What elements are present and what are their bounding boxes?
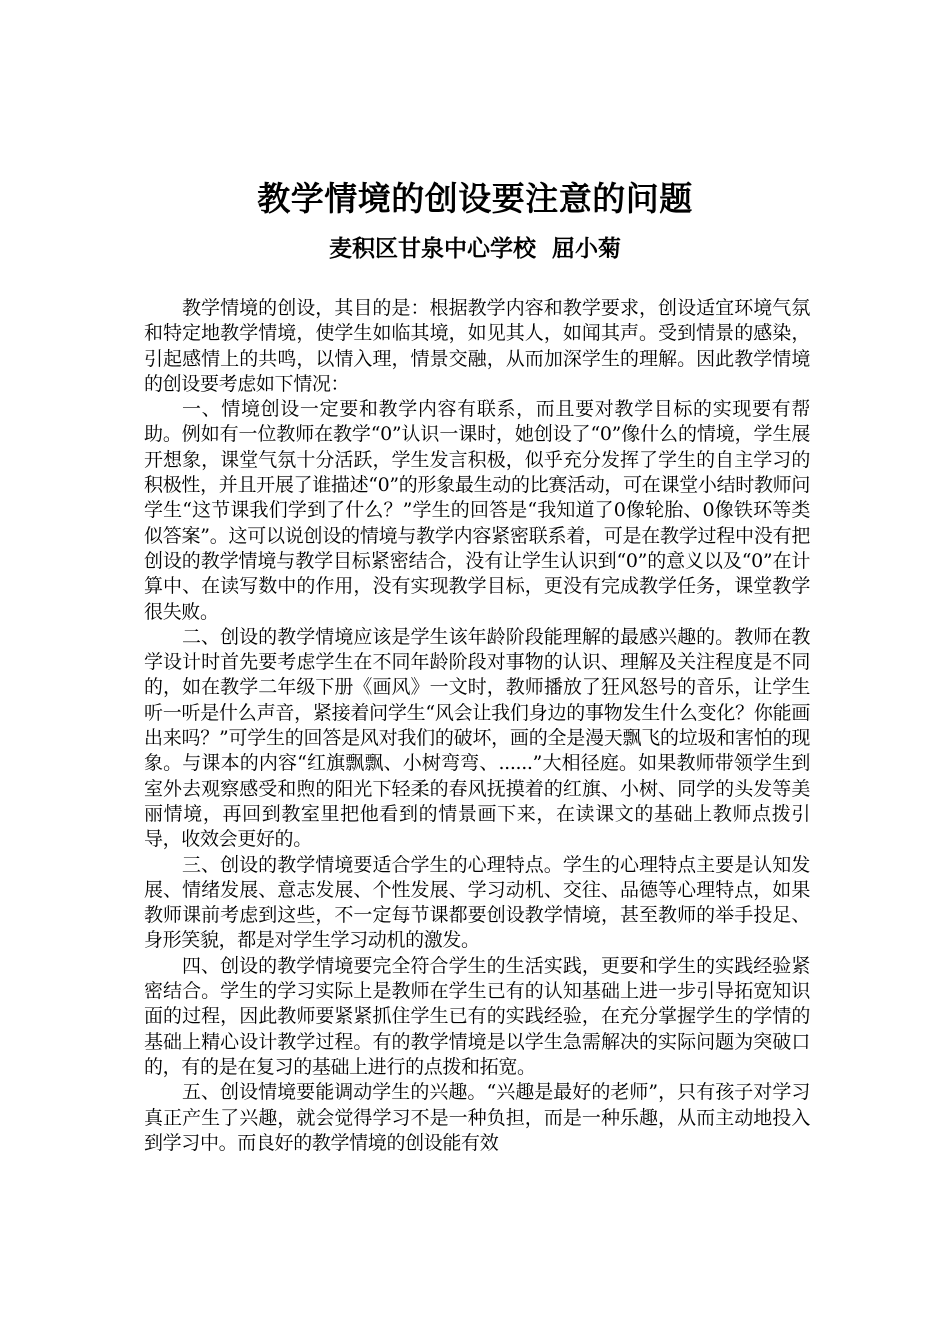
paragraph-intro: 教学情境的创设，其目的是：根据教学内容和教学要求，创设适宜环境气氛和特定地教学情境，使学生如临其境，如见其人，如闻其声。受到情景的感染，引起感情上的共鸣，以情入理，情景交融，从而加深学生的理解。因此教学情境的创设要考虑如下情况： [144, 297, 810, 395]
paragraph-point-5: 五、创设情境要能调动学生的兴趣。“兴趣是最好的老师”，只有孩子对学习真正产生了兴趣，就会觉得学习不是一种负担，而是一种乐趣，从而主动地投入到学习中。而良好的教学情境的创设能有效 [144, 1081, 810, 1154]
paragraph-point-1: 一、情境创设一定要和教学内容有联系，而且要对教学目标的实现要有帮助。例如有一位教师在教学“0”认识一课时，她创设了“0”像什么的情境，学生展开想象，课堂气氛十分活跃，学生发言积极，似乎充分发挥了学生的自主学习的积极性，并且开展了谁描述“0”的形象最生动的比赛活动，可在课堂小结时教师问学生“这节课我们学到了什么？”学生的回答是“我知道了0像轮胎、0像铁环等类似答案”。这可以说创设的情境与教学内容紧密联系着，可是在教学过程中没有把创设的教学情境与教学目标紧密结合，没有让学生认识到“0”的意义以及“0”在计算中、在读写数中的作用，没有实现教学目标，更没有完成教学任务，课堂教学很失败。 [144, 398, 810, 623]
document-author-line: 麦积区甘泉中心学校 屈小菊 [328, 236, 621, 262]
document-title: 教学情境的创设要注意的问题 [257, 179, 693, 218]
paragraph-point-4: 四、创设的教学情境要完全符合学生的生活实践，更要和学生的实践经验紧密结合。学生的学习实际上是教师在学生已有的认知基础上进一步引导拓宽知识面的过程，因此教师要紧紧抓住学生已有的实践经验，在充分掌握学生的学情的基础上精心设计教学过程。有的教学情境是以学生急需解决的实际问题为突破口的，有的是在复习的基础上进行的点拨和拓宽。 [144, 954, 810, 1078]
paragraph-point-2: 二、创设的教学情境应该是学生该年龄阶段能理解的最感兴趣的。教师在教学设计时首先要考虑学生在不同年龄阶段对事物的认识、理解及关注程度是不同的，如在教学二年级下册《画风》一文时，教师播放了狂风怒号的音乐，让学生听一听是什么声音，紧接着问学生“风会让我们身边的事物发生什么变化？你能画出来吗？”可学生的回答是风对我们的破坏，画的全是漫天飘飞的垃圾和害怕的现象。与课本的内容“红旗飘飘、小树弯弯、......”大相径庭。如果教师带领学生到室外去观察感受和煦的阳光下轻柔的春风抚摸着的红旗、小树、同学的头发等美丽情境，再回到教室里把他看到的情景画下来，在读课文的基础上教师点拨引导，收效会更好的。 [144, 625, 810, 851]
paragraph-point-3: 三、创设的教学情境要适合学生的心理特点。学生的心理特点主要是认知发展、情绪发展、意志发展、个性发展、学习动机、交往、品德等心理特点，如果教师课前考虑到这些，不一定每节课都要创设教学情境，甚至教师的举手投足、身形笑貌，都是对学生学习动机的激发。 [144, 853, 810, 952]
document-body [144, 296, 810, 1156]
